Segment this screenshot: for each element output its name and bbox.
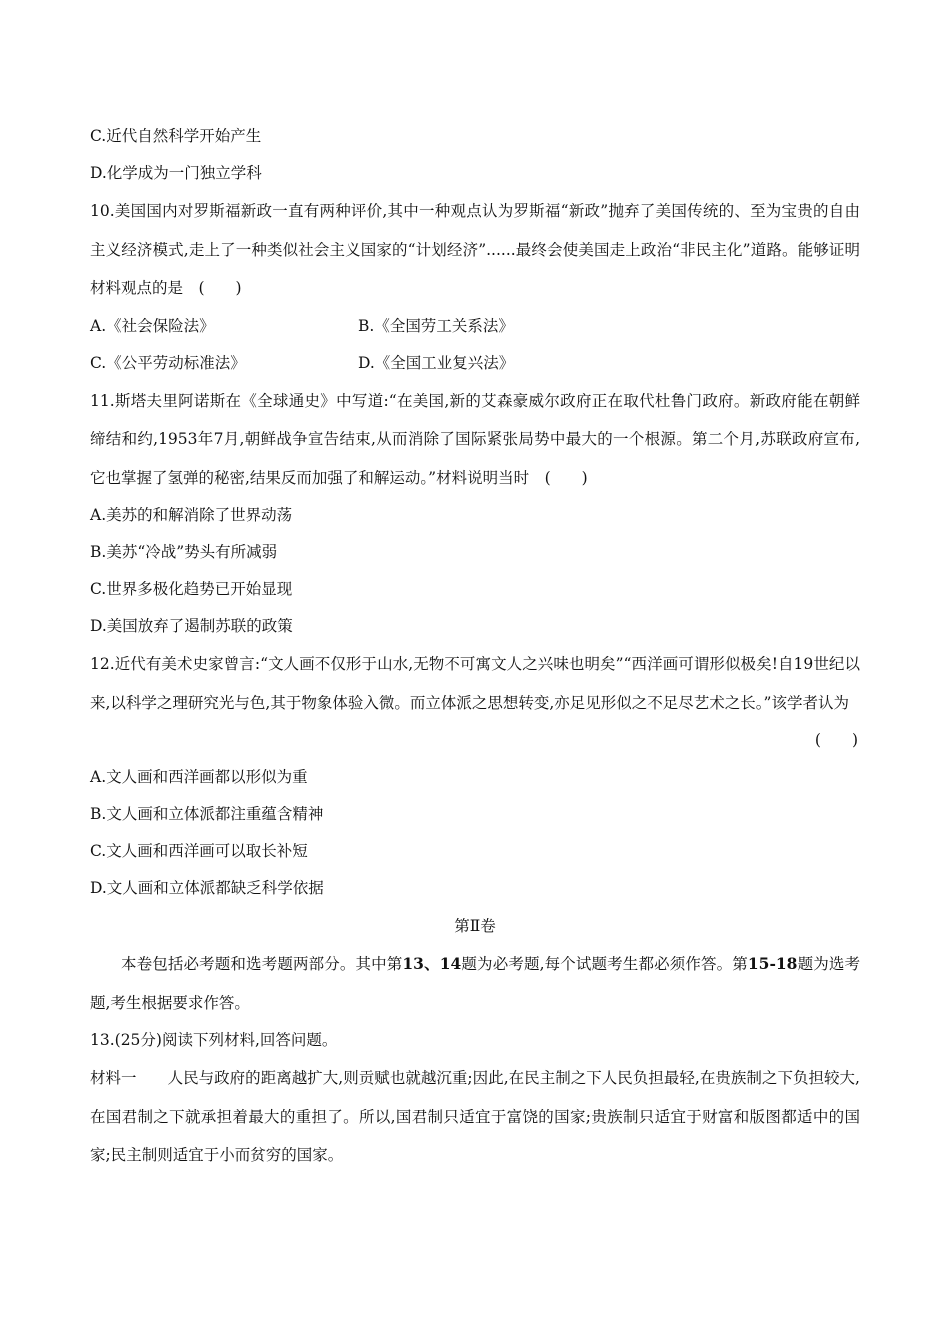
q11-option-a: A.美苏的和解消除了世界动荡 <box>90 506 293 524</box>
material-1-text: 人民与政府的距离越扩大,则贡赋也就越沉重;因此,在民主制之下人民负担最轻,在贵族制之下负担较大,在国君制之下就承担着最大的重担了。所以,国君制只适宜于富饶的国家;贵族制只适宜于财富和版图都适中的国家;民主制则适宜于小而贫穷的国家。 <box>90 1069 860 1164</box>
q10-option-c: C.《公平劳动标准法》 <box>90 353 246 372</box>
intro-part-1: 本卷包括必考题和选考题两部分。其中第 <box>121 955 403 973</box>
section-2-intro <box>90 945 860 1022</box>
q11-option-c: C.世界多极化趋势已开始显现 <box>90 580 293 598</box>
q11-option-b: B.美苏“冷战”势头有所减弱 <box>90 543 278 561</box>
q10-stem: 10.美国国内对罗斯福新政一直有两种评价,其中一种观点认为罗斯福“新政”抛弃了美国传统的、至为宝贵的自由主义经济模式,走上了一种类似社会主义国家的“计划经济”......最终会使美国走上政治“非民主化”道路。能够证明材料观点的是 ( ) <box>90 202 860 297</box>
section-2-title: 第Ⅱ卷 <box>454 917 496 935</box>
q12-answer-blank: ( ) <box>814 731 858 749</box>
q9-option-c: C.近代自然科学开始产生 <box>90 127 262 145</box>
q11-option-d: D.美国放弃了遏制苏联的政策 <box>90 617 293 635</box>
q10-option-b: B.《全国劳工关系法》 <box>358 316 514 335</box>
exam-page <box>90 118 860 1175</box>
material-1-label: 材料一 <box>90 1069 137 1087</box>
q10-option-a: A.《社会保险法》 <box>90 316 215 335</box>
q13-material-1 <box>90 1059 860 1175</box>
q10-option-d: D.《全国工业复兴法》 <box>358 353 515 372</box>
intro-part-3: 题为选考题,考生根据要求作答。 <box>90 955 860 1012</box>
q12-option-b: B.文人画和立体派都注重蕴含精神 <box>90 805 324 823</box>
intro-optional-numbers: 15-18 <box>747 954 798 973</box>
q13-stem: 13.(25分)阅读下列材料,回答问题。 <box>90 1031 338 1049</box>
q10-options-row-2 <box>90 345 860 382</box>
q11-stem: 11.斯塔夫里阿诺斯在《全球通史》中写道:“在美国,新的艾森豪威尔政府正在取代杜鲁门政府。新政府能在朝鲜缔结和约,1953年7月,朝鲜战争宣告结束,从而消除了国际紧张局势中最大的一个根源。第二个月,苏联政府宣布,它也掌握了氢弹的秘密,结果反而加强了和解运动。”材料说明当时 ( ) <box>90 391 860 487</box>
q12-option-d: D.文人画和立体派都缺乏科学依据 <box>90 879 324 897</box>
intro-part-2: 题为必考题,每个试题考生都必须作答。第 <box>461 955 748 973</box>
q12-option-a: A.文人画和西洋画都以形似为重 <box>90 768 308 786</box>
intro-required-numbers: 13、14 <box>402 954 462 973</box>
q12-option-c: C.文人画和西洋画可以取长补短 <box>90 842 308 860</box>
q10-options-row-1 <box>90 308 860 345</box>
q12-stem: 12.近代有美术史家曾言:“文人画不仅形于山水,无物不可寓文人之兴味也明矣”“西洋画可谓形似极矣!自19世纪以来,以科学之理研究光与色,其于物象体验入微。而立体派之思想转变,亦足见形似之不足尽艺术之长。”该学者认为 <box>90 655 860 712</box>
q9-option-d: D.化学成为一门独立学科 <box>90 164 262 182</box>
